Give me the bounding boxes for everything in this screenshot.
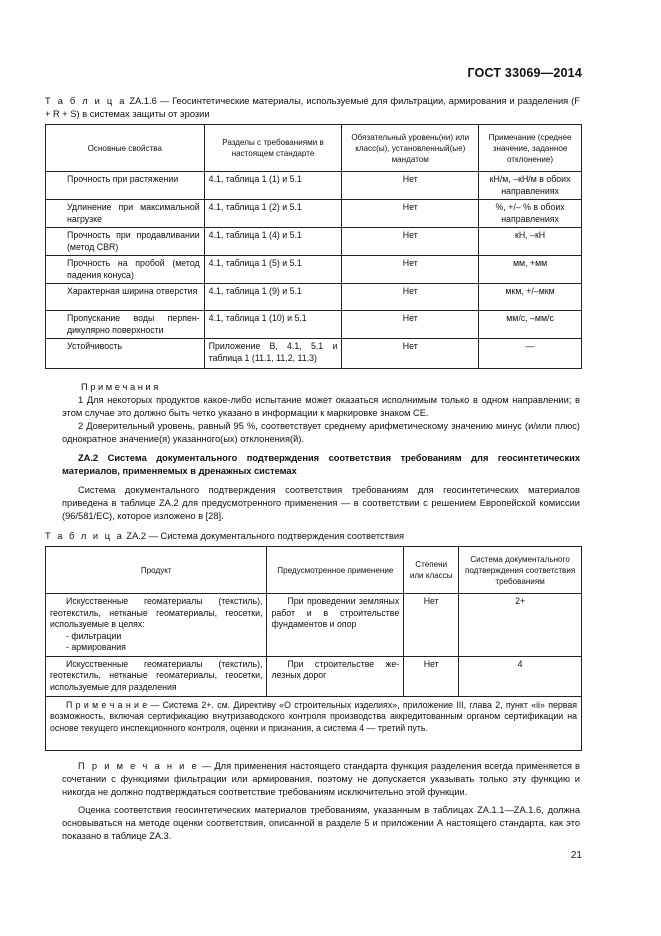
table1-header-prop: Основные свойства (46, 125, 205, 172)
section-heading: ZA.2 Система документального подтверждения соответствия требованиям для геосинтетических материалов, применяемых в дренажных системах (62, 453, 580, 476)
table2-header-use: Предусмотренное применение (267, 547, 404, 594)
table-row (46, 200, 582, 228)
table1-note: %, +/– % в обоих направлениях (479, 200, 582, 228)
table1-section: 4.1, таблица 1 (5) и 5.1 (204, 256, 342, 284)
table-row (46, 228, 582, 256)
table1-header-section: Разделы с требованиями в настоящем стандарте (204, 125, 342, 172)
table1-note: — (479, 339, 582, 369)
table1-note: кН, –кН (479, 228, 582, 256)
table2-footnote: П р и м е ч а н и е — Система 2+. см. Директиву «О строительных изделиях», приложение III, глава 2, пункт «ii» первая возможность, включая сертификацию внутризаводского контроля производства аккредитованным органом сертификации на основе текущего инспекционного контроля, оценки и признания, а система 4 — третий путь. (46, 696, 582, 750)
document-id: ГОСТ 33069—2014 (467, 66, 582, 80)
section-paragraph: Система документального подтверждения соответствия требованиям для геосинтетических материалов приведена в таблице ZA.2 для предусмотренного применения — в соответствии с решением Европейской комиссии (96/581/EC), которое изложено в [28]. (62, 485, 580, 521)
table1-caption (45, 95, 580, 121)
table2-system: 4 (459, 656, 582, 696)
table1-section: 4.1, таблица 1 (4) и 5.1 (204, 228, 342, 256)
table1-note: кН/м, –кН/м в обоих направлениях (479, 172, 582, 200)
table1-section: 4.1, таблица 1 (10) и 5.1 (204, 311, 342, 339)
table2-caption-text: ZA.2 — Система документального подтверждения соответствия (126, 531, 405, 541)
table-row (46, 311, 582, 339)
table1-section: 4.1, таблица 1 (1) и 5.1 (204, 172, 342, 200)
table1-prop: Прочность при растяжении (46, 172, 205, 200)
table1-prop: Прочность при продавливании (метод CBR) (46, 228, 205, 256)
table2-footnote-row (46, 696, 582, 750)
table2-header-grade: Степени или классы (404, 547, 459, 594)
table2-product (46, 594, 267, 657)
table2-caption-label: Т а б л и ц а (45, 531, 124, 541)
table2-product-text: Искусственные геоматериалы (текстиль), геотекстиль, нетканые геоматериалы, геосетки, используемые в целях: (50, 596, 263, 629)
table1-note: мм, +мм (479, 256, 582, 284)
note-paragraph (62, 760, 580, 799)
table1-level: Нет (342, 284, 479, 311)
table1-prop: Удлинение при максимальной нагрузке (46, 200, 205, 228)
table2-use: При проведении земляных работ и в строительстве фундаментов и опор (267, 594, 404, 657)
table1 (45, 124, 582, 369)
note-label: П р и м е ч а н и е (78, 761, 199, 771)
table2-header-product: Продукт (46, 547, 267, 594)
note-item: 2 Доверительный уровень, равный 95 %, соответствует среднему арифметическому значению минус (и/или плюс) однократное значение(я) указанного(ых) отклонения(й). (62, 421, 580, 444)
table2-product: Искусственные геоматериалы (текстиль), геотекстиль, нетканые геоматериалы, геосетки, используемые для разделения (46, 656, 267, 696)
table-row (46, 594, 582, 657)
table1-header-level: Обязательный уровень(ни) или класс(ы), установленный(ые) мандатом (342, 125, 479, 172)
table2-header-row (46, 547, 582, 594)
table2-use: При строительстве железных дорог (267, 656, 404, 696)
table-row (46, 284, 582, 311)
table2-grade: Нет (404, 656, 459, 696)
table2-caption (45, 530, 404, 543)
table1-prop: Пропускание воды перпендикулярно поверхности (46, 311, 205, 339)
page-number: 21 (570, 850, 582, 861)
table1-prop: Устойчивость (46, 339, 205, 369)
table2-grade: Нет (404, 594, 459, 657)
table1-caption-text: ZA.1.6 — Геосинтетические материалы, используемые для фильтрации, армирования и разделения (F + R + S) в системах защиты от эрозии (45, 96, 580, 119)
table1-prop: Прочность на пробой (метод падения конуса) (46, 256, 205, 284)
table-row (46, 172, 582, 200)
table1-level: Нет (342, 339, 479, 369)
table1-section: Приложение В, 4.1, 5.1 и таблица 1 (11.1, 11.2, 11.3) (204, 339, 342, 369)
notes-title: П р и м е ч а н и я (81, 382, 159, 392)
table1-note: мм/с, –мм/с (479, 311, 582, 339)
table2 (45, 546, 582, 751)
table1-level: Нет (342, 200, 479, 228)
list-item: - фильтрации (66, 630, 122, 641)
table1-level: Нет (342, 172, 479, 200)
note-item: 1 Для некоторых продуктов какое-либо испытание может оказаться исполнимым только в одном направлении; в этом случае это должно быть четко указано в информации к маркировке знаком CE. (62, 395, 580, 418)
table-row (46, 339, 582, 369)
table-row (46, 256, 582, 284)
table-row (46, 656, 582, 696)
table1-header-row (46, 125, 582, 172)
table1-header-note: Примечание (среднее значение, заданное отклонение) (479, 125, 582, 172)
list-item: - армирования (66, 642, 126, 652)
table1-level: Нет (342, 228, 479, 256)
table1-level: Нет (342, 256, 479, 284)
table1-prop: Характерная ширина отверстия (46, 284, 205, 311)
table1-note: мкм, +/–мкм (479, 284, 582, 311)
table2-header-system: Система документального подтверждения соответствия требованиям (459, 547, 582, 594)
note-text: — Для применения настоящего стандарта функция разделения всегда применяется в сочетании с функциями фильтрации или армирования, поэтому не допускается указывать только эту функцию и никогда не должно подтверждаться соответствие требованиям исключительно этой функции. (62, 761, 580, 797)
table1-section: 4.1, таблица 1 (2) и 5.1 (204, 200, 342, 228)
table1-caption-label: Т а б л и ц а (45, 96, 127, 106)
table1-section: 4.1, таблица 1 (9) и 5.1 (204, 284, 342, 311)
table1-level: Нет (342, 311, 479, 339)
table2-system: 2+ (459, 594, 582, 657)
final-paragraph: Оценка соответствия геосинтетических материалов требованиям, указанным в таблицах ZA.1.1—ZA.1.6, должна основываться на методе оценки соответствия, описанной в разделе 5 и приложении А настоящего стандарта, как это показано в таблице ZA.3. (62, 805, 580, 841)
